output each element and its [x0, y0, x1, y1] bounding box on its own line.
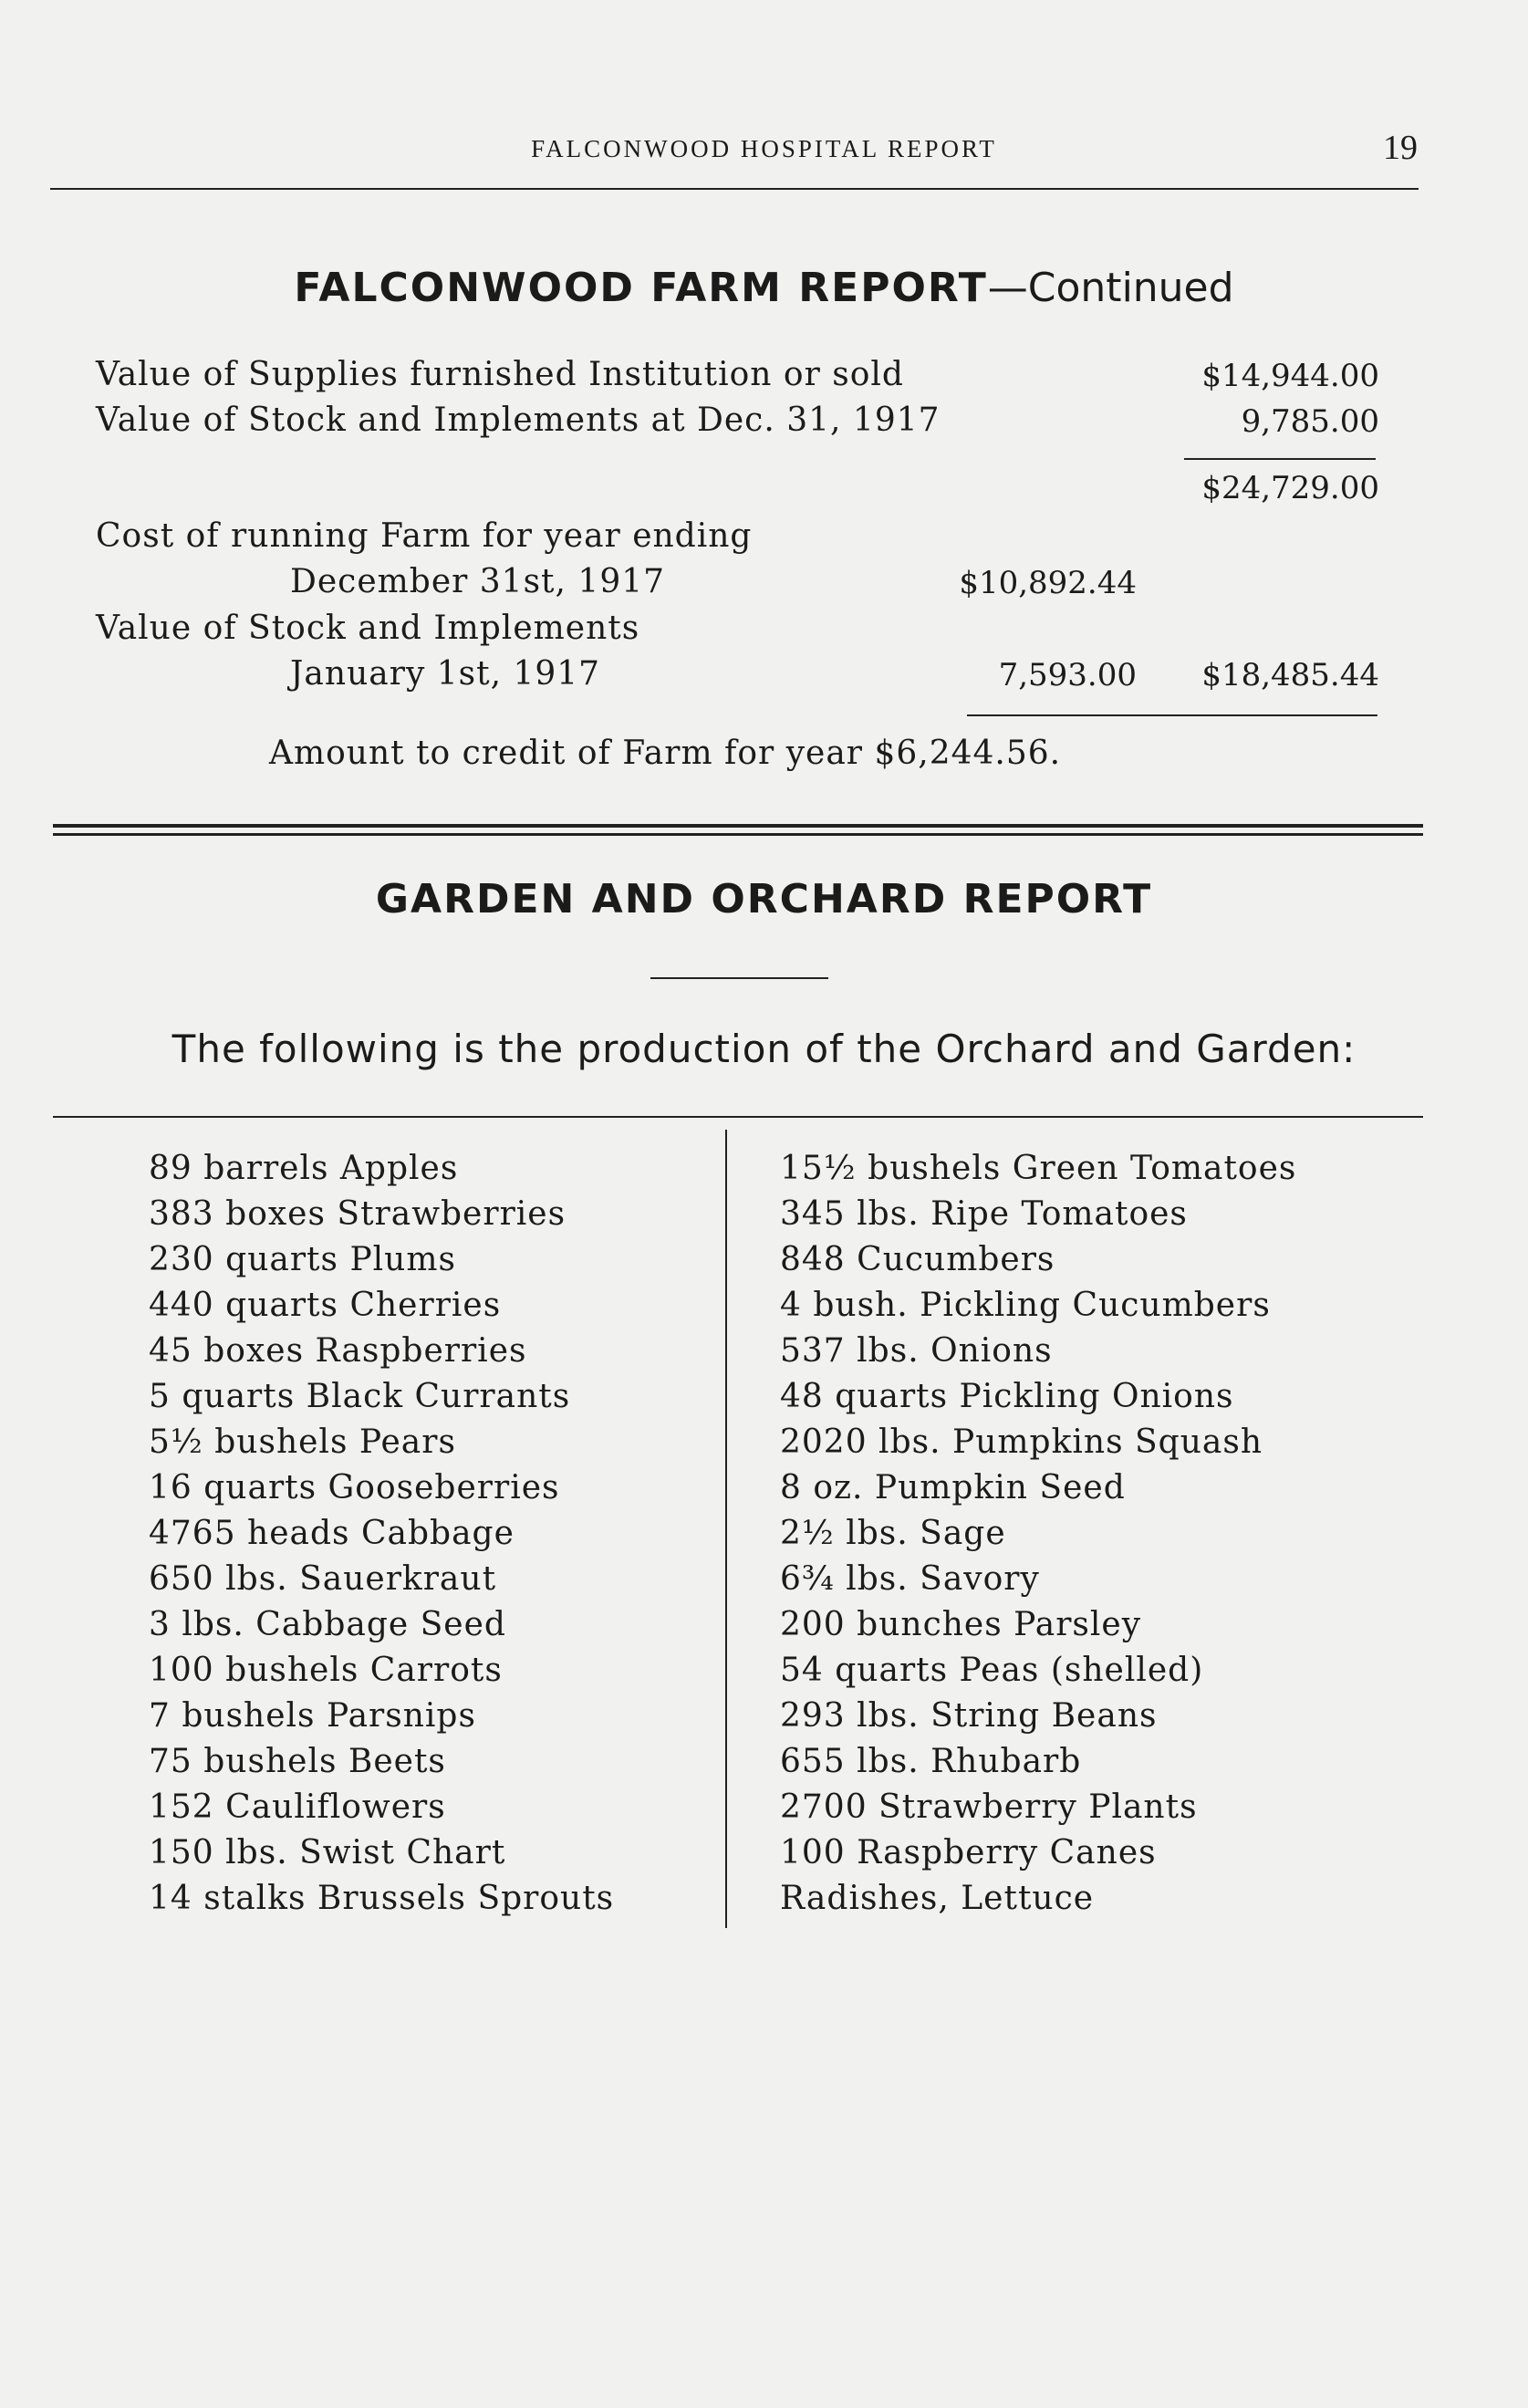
- list-item: 100 Raspberry Canes: [780, 1834, 1157, 1871]
- list-item: Radishes, Lettuce: [780, 1880, 1095, 1917]
- list-item: 8 oz. Pumpkin Seed: [780, 1469, 1126, 1506]
- list-item: 48 quarts Pickling Onions: [780, 1378, 1234, 1415]
- list-item: 440 quarts Cherries: [149, 1287, 502, 1324]
- list-item: 2700 Strawberry Plants: [780, 1788, 1198, 1826]
- list-item: 89 barrels Apples: [149, 1150, 459, 1187]
- list-item: 650 lbs. Sauerkraut: [149, 1560, 497, 1598]
- list-item: 537 lbs. Onions: [780, 1332, 1053, 1370]
- stock-jan-total: $18,485.44: [1201, 657, 1379, 693]
- header-rule: [50, 188, 1419, 190]
- stock-jan-amount: 7,593.00: [998, 657, 1137, 693]
- list-item: 848 Cucumbers: [780, 1241, 1055, 1278]
- stock-dec-amount: 9,785.00: [1241, 403, 1379, 440]
- column-divider: [725, 1130, 727, 1928]
- list-item: 45 boxes Raspberries: [149, 1332, 527, 1370]
- subtotal-rule: [1184, 458, 1376, 460]
- farm-report-title: [0, 265, 1528, 311]
- supplies-label: Value of Supplies furnished Institution or sold: [96, 356, 904, 393]
- list-item: 230 quarts Plums: [149, 1241, 456, 1278]
- list-item: 200 bunches Parsley: [780, 1606, 1142, 1643]
- title-underline: [650, 977, 828, 979]
- stock-jan-label-2: January 1st, 1917: [290, 655, 601, 693]
- credit-line: Amount to credit of Farm for year $6,244.56.: [269, 735, 1062, 772]
- list-item: 15½ bushels Green Tomatoes: [780, 1150, 1297, 1187]
- garden-intro: The following is the production of the Orchard and Garden:: [172, 1027, 1356, 1071]
- stock-jan-label-1: Value of Stock and Implements: [96, 610, 640, 647]
- supplies-amount: $14,944.00: [1201, 358, 1379, 394]
- list-item: 75 bushels Beets: [149, 1743, 446, 1780]
- section-double-rule-top: [53, 824, 1423, 828]
- cost-label-1: Cost of running Farm for year ending: [96, 517, 753, 555]
- cost-label-2: December 31st, 1917: [290, 563, 666, 600]
- list-item: 7 bushels Parsnips: [149, 1697, 476, 1735]
- garden-report-title: GARDEN AND ORCHARD REPORT: [375, 876, 1153, 923]
- list-item: 293 lbs. String Beans: [780, 1697, 1158, 1735]
- list-item: 54 quarts Peas (shelled): [780, 1652, 1204, 1689]
- farm-title-suffix: —Continued: [987, 265, 1234, 311]
- produce-list-left: [149, 1146, 614, 1922]
- list-item: 14 stalks Brussels Sprouts: [149, 1880, 615, 1917]
- list-item: 4 bush. Pickling Cucumbers: [780, 1287, 1271, 1324]
- list-item: 383 boxes Strawberries: [149, 1195, 567, 1233]
- page-number: 19: [1383, 129, 1418, 167]
- farm-title-text: FALCONWOOD FARM REPORT: [294, 265, 988, 311]
- list-item: 2½ lbs. Sage: [780, 1515, 1006, 1552]
- list-item: 152 Cauliflowers: [149, 1788, 446, 1826]
- list-item: 150 lbs. Swist Chart: [149, 1834, 506, 1871]
- intro-rule: [53, 1116, 1423, 1118]
- stock-dec-label: Value of Stock and Implements at Dec. 31, 1917: [96, 401, 941, 439]
- list-item: 345 lbs. Ripe Tomatoes: [780, 1195, 1188, 1233]
- list-item: 2020 lbs. Pumpkins Squash: [780, 1423, 1263, 1461]
- list-item: 100 bushels Carrots: [149, 1652, 503, 1689]
- subtotal-amount: $24,729.00: [1201, 470, 1379, 506]
- list-item: 5½ bushels Pears: [149, 1423, 456, 1461]
- credit-rule: [967, 714, 1377, 716]
- list-item: 6¾ lbs. Savory: [780, 1560, 1040, 1598]
- list-item: 655 lbs. Rhubarb: [780, 1743, 1082, 1780]
- running-header: FALCONWOOD HOSPITAL REPORT: [531, 135, 997, 162]
- list-item: 5 quarts Black Currants: [149, 1378, 571, 1415]
- list-item: 3 lbs. Cabbage Seed: [149, 1606, 506, 1643]
- section-double-rule-bottom: [53, 833, 1423, 836]
- cost-amount: $10,892.44: [959, 565, 1137, 601]
- list-item: 4765 heads Cabbage: [149, 1515, 515, 1552]
- list-item: 16 quarts Gooseberries: [149, 1469, 560, 1506]
- produce-list-right: [780, 1146, 1296, 1922]
